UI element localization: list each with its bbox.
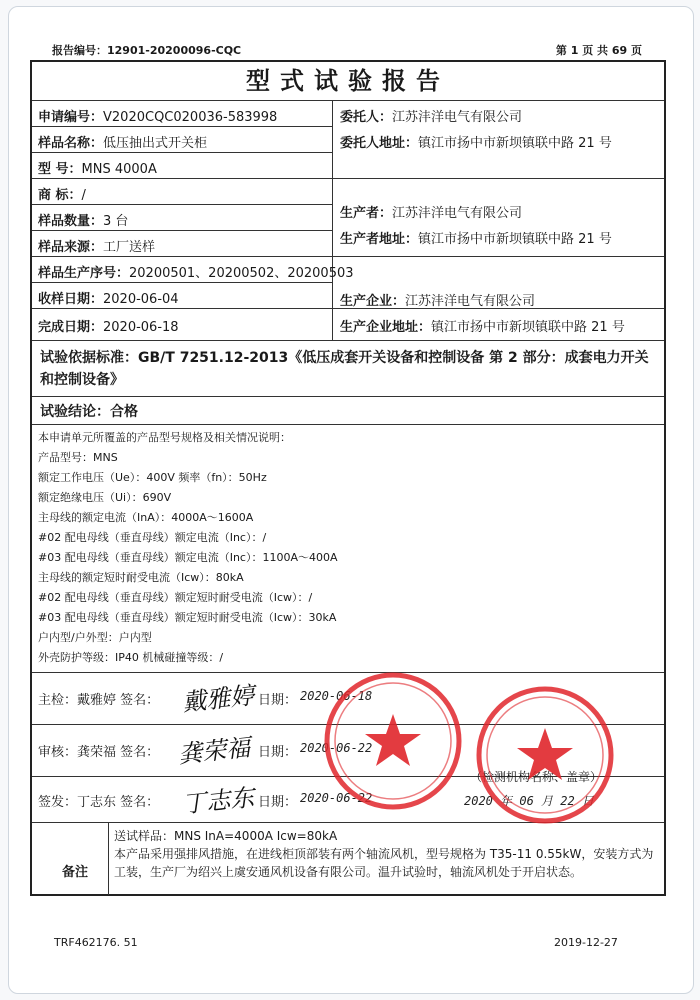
sample-serial: 样品生产序号：20200501、20200502、20200503: [38, 266, 354, 281]
inspector-signature: 戴雅婷: [180, 681, 256, 717]
reviewer-signature: 龚荣福: [176, 733, 252, 769]
remarks-text: 送试样品：MNS InA=4000A Icw=80kA 本产品采用强排风措施，在进线柜顶部装有两个轴流风机，型号规格为 T35-11 0.55kW，安装方式为工装，生产厂为绍兴上虞安通风机设备有限公司。温升试验时，轴流风机处于开启状态。: [114, 829, 654, 879]
reviewer-date: 2020-06-22: [300, 741, 373, 755]
divider: [32, 230, 332, 231]
spec-line: #03 配电母线（垂直母线）额定短时耐受电流（Icw）：30kA: [38, 611, 337, 624]
spec-line: 额定工作电压（Ue）：400V 频率（fn）：50Hz: [38, 471, 267, 484]
application-no: 申请编号：V2020CQC020036-583998: [38, 110, 278, 125]
divider: [32, 100, 664, 101]
trademark: 商 标：/: [38, 188, 86, 203]
divider: [32, 152, 332, 153]
divider: [332, 100, 333, 340]
approver-date: 2020-06-22: [300, 791, 373, 805]
reviewer-label: 审核：龚荣福 签名：: [38, 745, 160, 760]
conclusion-row: [32, 396, 664, 424]
org-seal-stamp: [470, 680, 620, 830]
standard-row: [32, 340, 664, 396]
inspector-date: 2020-06-18: [300, 689, 373, 703]
approver-signature: 丁志东: [180, 783, 256, 819]
sample-quantity: 样品数量：3 台: [38, 214, 129, 229]
spec-line: 主母线的额定短时耐受电流（Icw）：80kA: [38, 571, 244, 584]
form-date: 2019-12-27: [554, 936, 618, 949]
report-title: 型式试验报告: [246, 66, 450, 95]
factory: 生产企业：江苏沣洋电气有限公司: [340, 294, 536, 309]
org-date: 2020 年 06 月 22 日: [464, 794, 594, 808]
client: 委托人：江苏沣洋电气有限公司: [340, 110, 523, 125]
inspection-seal-stamp: [318, 666, 468, 816]
approver-date-label: 日期：: [258, 795, 298, 810]
approver-label: 签发：丁志东 签名：: [38, 795, 160, 810]
sample-source: 样品来源：工厂送样: [38, 240, 156, 255]
completed-date: 完成日期：2020-06-18: [38, 320, 179, 335]
divider: [108, 823, 109, 895]
spec-line: 外壳防护等级：IP40 机械碰撞等级：/: [38, 651, 224, 664]
divider: [32, 282, 332, 283]
model: 型 号：MNS 4000A: [38, 162, 157, 177]
spec-line: #02 配电母线（垂直母线）额定短时耐受电流（Icw）：/: [38, 591, 313, 604]
divider: [332, 178, 664, 179]
report-number: 报告编号：12901-20200096-CQC: [52, 44, 242, 57]
factory-address: 生产企业地址：镇江市扬中市新坝镇联中路 21 号: [340, 320, 625, 335]
specs-block: [32, 424, 664, 672]
inspector-label: 主检：戴雅婷 签名：: [38, 693, 160, 708]
spec-line: 本申请单元所覆盖的产品型号规格及相关情况说明：: [38, 431, 291, 444]
spec-line: 主母线的额定电流（InA）：4000A～1600A: [38, 511, 254, 524]
maker-address: 生产者地址：镇江市扬中市新坝镇联中路 21 号: [340, 232, 612, 247]
sample-name: 样品名称：低压抽出式开关柜: [38, 136, 208, 151]
inspector-date-label: 日期：: [258, 693, 298, 708]
divider: [32, 178, 332, 179]
divider: [32, 204, 332, 205]
reviewer-date-label: 日期：: [258, 745, 298, 760]
remarks-label: 备注: [62, 865, 89, 880]
remarks-row: [32, 822, 664, 894]
spec-line: 户内型/户外型：户内型: [38, 631, 152, 644]
form-number: TRF462176. 51: [54, 936, 138, 949]
test-standard: 试验依据标准：GB/T 7251.12-2013《低压成套开关设备和控制设备 第 2 部分：成套电力开关和控制设备》: [40, 350, 649, 388]
divider: [32, 256, 332, 257]
received-date: 收样日期：2020-06-04: [38, 292, 179, 307]
client-address: 委托人地址：镇江市扬中市新坝镇联中路 21 号: [340, 136, 612, 151]
spec-line: 产品型号：MNS: [38, 451, 118, 464]
spec-line: #02 配电母线（垂直母线）额定电流（Inc）：/: [38, 531, 267, 544]
test-conclusion: 试验结论：合格: [40, 404, 138, 420]
header-line: [40, 40, 660, 58]
maker: 生产者：江苏沣洋电气有限公司: [340, 206, 523, 221]
page-info: 第 1 页 共 69 页: [555, 44, 642, 57]
org-note: （检测机构名称、盖章）: [470, 770, 603, 784]
divider: [332, 256, 664, 257]
spec-line: 额定绝缘电压（Ui）：690V: [38, 491, 172, 504]
spec-line: #03 配电母线（垂直母线）额定电流（Inc）：1100A～400A: [38, 551, 338, 564]
divider: [32, 126, 332, 127]
